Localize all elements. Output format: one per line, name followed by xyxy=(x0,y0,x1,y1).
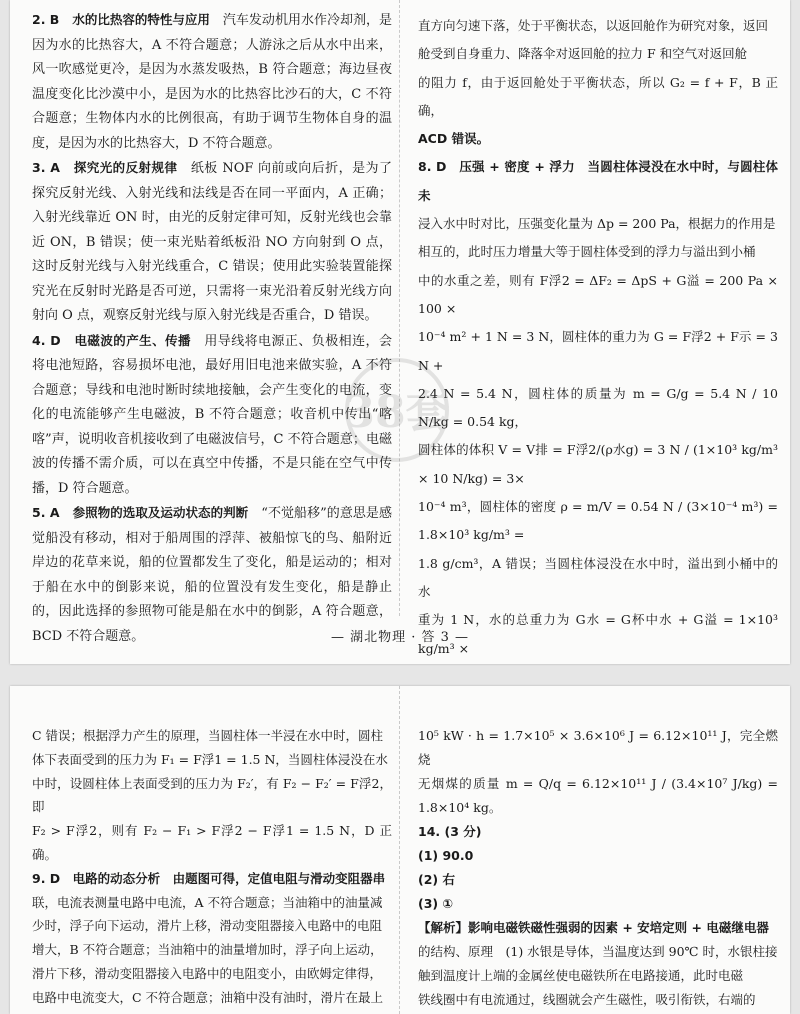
left-column xyxy=(32,8,392,649)
answer-14-2: (2) 右 xyxy=(418,872,455,887)
text-line xyxy=(418,663,778,664)
right-column xyxy=(418,724,778,1014)
text-line: 中的水重之差，则有 F浮2 = ΔF₂ = ΔpS + G溢 = 200 Pa × 100 × xyxy=(418,272,778,316)
text-line: 2.4 N = 5.4 N，圆柱体的质量为 m = G/g = 5.4 N / 10 N/kg = 0.54 kg， xyxy=(418,385,778,430)
text-line: 少时，浮子向下运动，滑片上移，滑动变阻器接入电路中的电阻 xyxy=(32,918,383,934)
text-line: 滑片下移，滑动变阻器接入电路中的电阻变小，由欧姆定律得， xyxy=(32,965,383,981)
text-line: 体下表面受到的压力为 F₁ = F浮1 = 1.5 N，当圆柱体浸没在水 xyxy=(32,751,388,767)
text-line: 的阻力 f，由于返回舱处于平衡状态，所以 G₂ = f + F，B 正确， xyxy=(418,74,778,118)
text-line: 相互的，此时压力增量大等于圆柱体受到的浮力与溢出到小桶 xyxy=(418,244,756,260)
column-divider xyxy=(399,686,400,1014)
question-4: 4. D 电磁波的产生、传播 用导线将电源正、负极相连，会将电池短路，容易损坏电池，最好用旧电池来做实验，A 不符合题意；导线和电池时断时续地接触，会产生变化的电流，变化的电流能够产生电磁波，B 不符合题意；收音机中传出“喀喀”声，说明收音机接收到了电磁波信号，C 不符合题意；电磁波的传播不需介质，可以在真空中传播，不是只能在空气中传播，D 符合题意。 xyxy=(32,332,392,496)
text-line: 重为 1 N，水的总重力为 G水 = G杯中水 + G溢 = 1×10³ kg/m³ × xyxy=(418,612,778,656)
text-line: F₂ > F浮2，则有 F₂ − F₁ > F浮2 − F浮1 = 1.5 N，D 正确。 xyxy=(32,823,392,862)
text-line: 10⁻⁴ m² + 1 N = 3 N，圆柱体的重力为 G = F浮2 + F示 = 3 N + xyxy=(418,329,778,373)
text-line: 铁线圈中有电流通过，线圈就会产生磁性，吸引衔铁，右端的 xyxy=(418,992,756,1007)
text-line: 联，电流表测量电路中电流，A 不符合题意；当油箱中的油量减 xyxy=(32,894,383,910)
text-line: 的结构、原理 (1) 水银是导体，当温度达到 90℃ 时，水银柱接 xyxy=(418,944,778,959)
text-line: 圆柱体的体积 V = V排 = F浮2/(ρ水g) = 3 N / (1×10³ kg/m³ × 10 N/kg) = 3× xyxy=(418,442,778,486)
column-divider xyxy=(399,0,400,616)
question-8-head: 8. D 压强 + 密度 + 浮力 当圆柱体浸没在水中时，与圆柱体未 xyxy=(418,159,778,203)
question-3: 3. A 探究光的反射规律 纸板 NOF 向前或向后折，是为了探究反射光线、入射光线和法线是否在同一平面内，A 正确；入射光线靠近 ON 时，由光的反射定律可知，反射光线也会靠近 ON，B 错误；使一束光贴着纸板沿 NO 方向射到 O 点，这时反射光线与入射光线重合，C 错误；使用此实验装置能探究光在反射时光路是否可逆，只需将一束光沿着反射光线方向射向 O 点，观察反射光线与原入射光线是否重合，D 错误。 xyxy=(32,160,392,323)
text-line: 增大，B 不符合题意；当油箱中的油量增加时，浮子向上运动， xyxy=(32,942,383,958)
left-column xyxy=(32,724,392,1014)
page-footer: — 湖北物理 · 答 3 — xyxy=(330,630,470,645)
answer-14-1: (1) 90.0 xyxy=(418,848,474,863)
text-line: 电路中电流变大，C 不符合题意；油箱中没有油时，滑片在最上 xyxy=(32,989,384,1005)
svg-text:38套: 38套 xyxy=(344,387,450,438)
text-line: C 错误；根据浮力产生的原理，当圆柱体一半浸在水中时，圆柱 xyxy=(32,728,384,743)
question-2: 2. B 水的比热容的特性与应用 汽车发动机用水作冷却剂，是因为水的比热容大，A 不符合题意；人游泳之后从水中出来，风一吹感觉更冷，是因为水蒸发吸热，B 符合题意；海边昼夜温度变化比沙漠中小，是因为水的比热容比沙石的大，C 不符合题意；生物体内水的比例很高，有助于调节生物体自身的温度，是因为水的比热容大，D 不符合题意。 xyxy=(32,12,392,151)
question-5: 5. A 参照物的选取及运动状态的判断 “不觉船移”的意思是感觉船没有移动，相对于船周围的浮萍、被船惊飞的鸟、船附近岸边的花草来说，船的位置都发生了变化，船是运动的；相对于船在水中的倒影来说，船的位置没有发生变化，船是静止的，因此选择的参照物可能是船在水中的倒影，A 符合题意，BCD 不符合题意。 xyxy=(32,505,392,644)
answer-14-3: (3) ① xyxy=(418,896,454,911)
text-line: 无烟煤的质量 m = Q/q = 6.12×10¹¹ J / (3.4×10⁷ J/kg) = 1.8×10⁴ kg。 xyxy=(418,776,778,815)
text-line: 10⁵ kW · h = 1.7×10⁵ × 3.6×10⁶ J = 6.12×10¹¹ J，完全燃烧 xyxy=(418,728,778,767)
text-line: 舱受到自身重力、降落伞对返回舱的拉力 F 和空气对返回舱 xyxy=(418,46,748,62)
text-line: 浸入水中时对比，压强变化量为 Δp = 200 Pa，根据力的作用是 xyxy=(418,216,776,232)
text-line: 1.8 g/cm³，A 错误；当圆柱体浸没在水中时，溢出到小桶中的水 xyxy=(418,555,778,599)
text-line xyxy=(32,1010,392,1014)
question-9-head: 9. D 电路的动态分析 由题图可得，定值电阻与滑动变阻器串 xyxy=(32,870,386,886)
text-line: 触到温度计上端的金属丝使电磁铁所在电路接通，此时电磁 xyxy=(418,968,744,983)
analysis-head: 【解析】影响电磁铁磁性强弱的因素 + 安培定则 + 电磁继电器 xyxy=(418,920,769,935)
text-line: 直方向匀速下落，处于平衡状态，以返回舱作为研究对象，返回 xyxy=(418,18,769,33)
answer-page-bottom xyxy=(10,686,790,1014)
text-line: 10⁻⁴ m³，圆柱体的密度 ρ = m/V = 0.54 N / (3×10⁻⁴ m³) = 1.8×10³ kg/m³ = xyxy=(418,499,778,543)
right-column xyxy=(418,12,778,664)
answer-page-top xyxy=(10,0,790,664)
text-line: ACD 错误。 xyxy=(418,131,490,147)
question-14-head: 14. (3 分) xyxy=(418,824,482,839)
text-line: 中时，设圆柱体上表面受到的压力为 F₂′，有 F₂ − F₂′ = F浮2，即 xyxy=(32,775,392,815)
